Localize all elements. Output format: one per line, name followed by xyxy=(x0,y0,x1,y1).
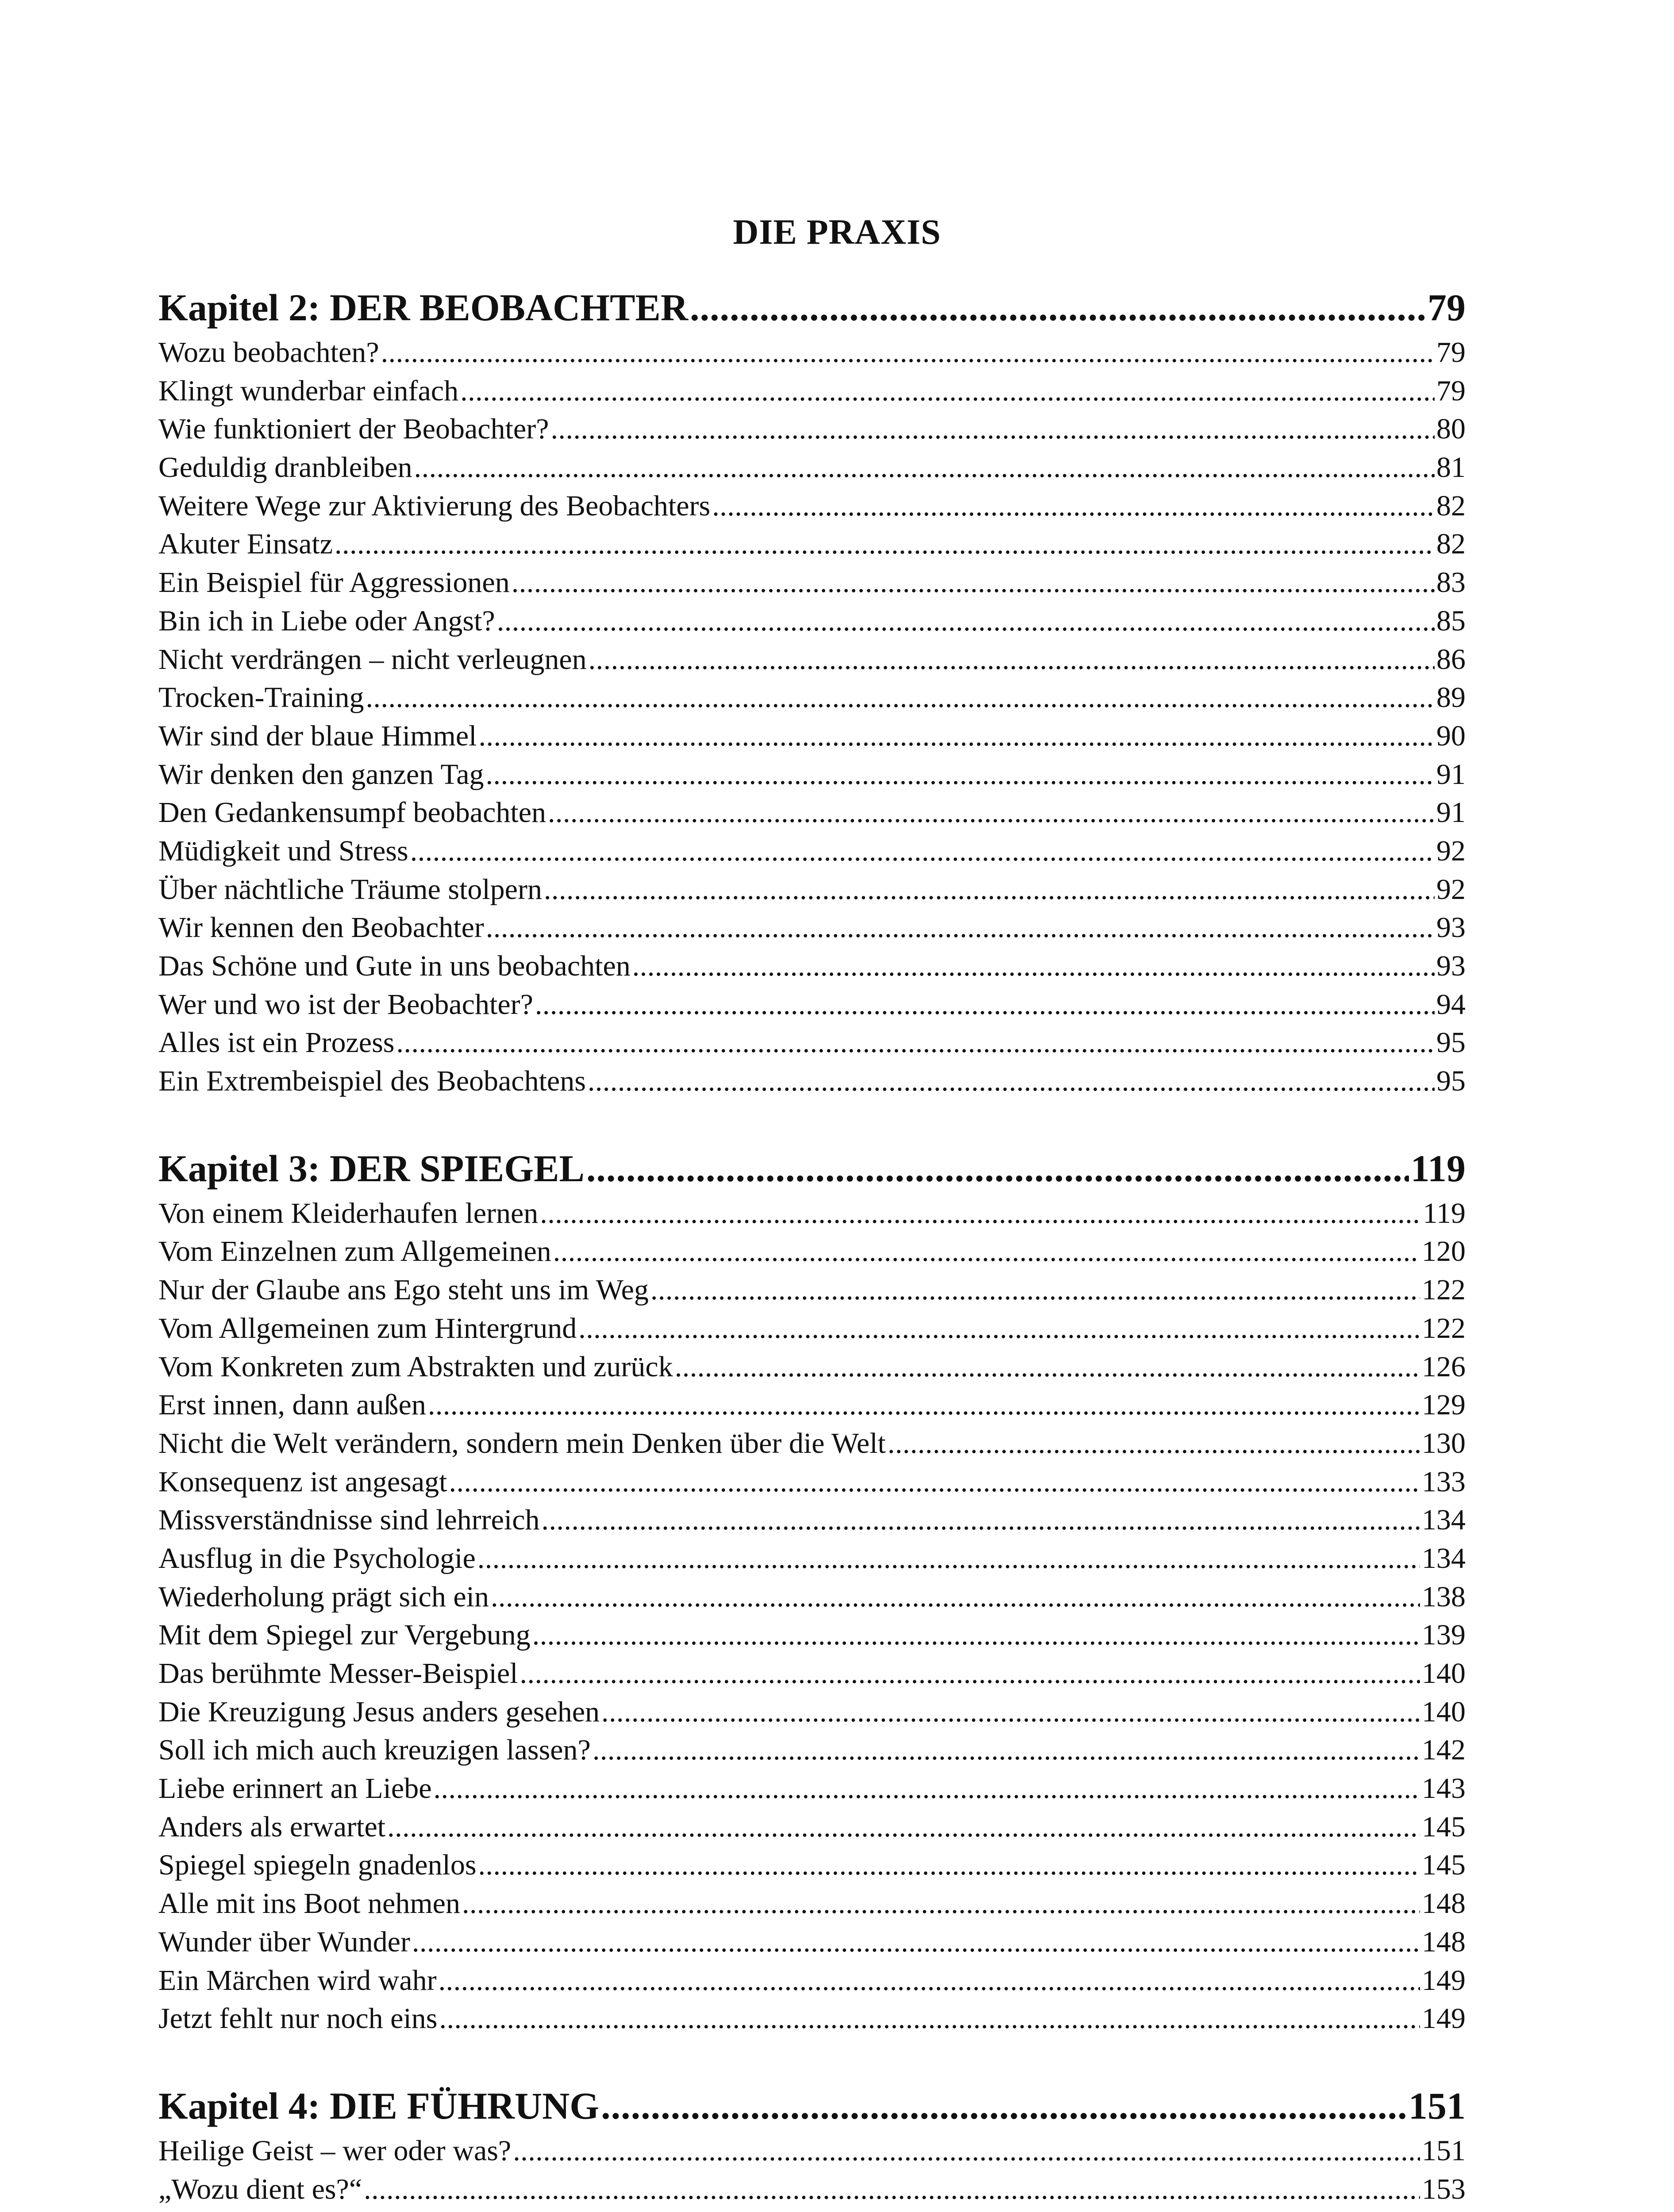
toc-entry xyxy=(158,2208,1466,2212)
toc-entry-page-number: 80 xyxy=(1436,413,1466,445)
toc-entry-title: Wir kennen den Beobachter xyxy=(158,911,484,944)
toc-entry-title: Vom Konkreten zum Abstrakten und zurück xyxy=(158,1350,673,1383)
toc-entry xyxy=(158,1846,1466,1885)
dot-leader xyxy=(675,1348,1420,1386)
toc-entry-page-number: 138 xyxy=(1422,1580,1466,1613)
toc-entry-title: Ein Extrembeispiel des Beobachtens xyxy=(158,1065,586,1098)
dot-leader xyxy=(542,1501,1420,1540)
dot-leader xyxy=(601,2081,1407,2130)
toc-entry xyxy=(158,410,1466,449)
toc-entry xyxy=(158,1693,1466,1732)
toc-entry xyxy=(158,1310,1466,1348)
dot-leader xyxy=(439,1962,1420,2000)
chapter-title: Kapitel 3: DER SPIEGEL xyxy=(158,1147,585,1190)
toc-entry xyxy=(158,1194,1466,1233)
toc-entry-page-number: 139 xyxy=(1422,1619,1466,1651)
dot-leader xyxy=(412,1923,1420,1962)
toc-entry-page-number: 143 xyxy=(1422,1772,1466,1805)
toc-entry-title: Weitere Wege zur Aktivierung des Beobachters xyxy=(158,489,711,522)
dot-leader xyxy=(578,1310,1420,1348)
toc-entry-title: Geduldig dranbleiben xyxy=(158,451,412,484)
dot-leader xyxy=(513,2132,1420,2170)
toc-entry xyxy=(158,641,1466,679)
toc-entry-page-number: 83 xyxy=(1436,566,1466,599)
toc-entry-page-number xyxy=(1420,2208,1466,2212)
toc-entry xyxy=(158,334,1466,372)
toc-entry-title: Nur der Glaube ans Ego steht uns im Weg xyxy=(158,1274,649,1306)
dot-leader xyxy=(439,2000,1420,2038)
toc-entry xyxy=(158,2132,1466,2170)
toc-entry-title: Nicht die Welt verändern, sondern mein Denken über die Welt xyxy=(158,1427,886,1459)
table-of-contents xyxy=(158,283,1466,2212)
toc-entry-title: Wir sind der blaue Himmel xyxy=(158,719,477,752)
dot-leader xyxy=(387,1808,1420,1847)
dot-leader xyxy=(540,1194,1421,1233)
dot-leader xyxy=(434,1770,1420,1808)
toc-entry xyxy=(158,1616,1466,1655)
toc-entry-title: Den Gedankensumpf beobachten xyxy=(158,796,546,829)
toc-entry-title: Liebe erinnert an Liebe xyxy=(158,1772,432,1805)
toc-entry-title: „Wozu dient es?“ xyxy=(158,2173,362,2205)
toc-entry xyxy=(158,1024,1466,1062)
toc-entry xyxy=(158,794,1466,832)
toc-entry xyxy=(158,871,1466,909)
dot-leader xyxy=(381,334,1435,372)
toc-entry-title: Ein Beispiel für Aggressionen xyxy=(158,566,510,599)
dot-leader xyxy=(478,1846,1420,1885)
toc-entry xyxy=(158,756,1466,794)
toc-entry-page-number: 126 xyxy=(1422,1350,1466,1383)
toc-entry xyxy=(158,1271,1466,1310)
toc-entry-page-number: 120 xyxy=(1422,1235,1466,1268)
toc-entry xyxy=(158,1540,1466,1578)
dot-leader xyxy=(535,986,1435,1024)
dot-leader xyxy=(550,410,1435,449)
toc-entry-page-number: 145 xyxy=(1422,1810,1466,1843)
toc-entry xyxy=(158,1808,1466,1847)
toc-entry-title: Wiederholung prägt sich ein xyxy=(158,1580,489,1613)
toc-entry xyxy=(158,679,1466,717)
toc-entry xyxy=(158,2000,1466,2038)
toc-entry-title: Erst innen, dann außen xyxy=(158,1389,426,1421)
toc-entry xyxy=(158,717,1466,756)
toc-entry xyxy=(158,1233,1466,1271)
toc-entry-page-number: 92 xyxy=(1436,834,1466,867)
dot-leader xyxy=(462,1885,1420,1923)
toc-entry-page-number: 79 xyxy=(1436,336,1466,369)
dot-leader xyxy=(589,641,1435,679)
toc-entry-page-number: 145 xyxy=(1422,1849,1466,1882)
dot-leader xyxy=(548,794,1435,832)
dot-leader xyxy=(460,2208,1420,2212)
toc-entry xyxy=(158,602,1466,641)
toc-entry-page-number: 122 xyxy=(1422,1312,1466,1344)
toc-entry-page-number: 91 xyxy=(1436,758,1466,791)
dot-leader xyxy=(553,1233,1420,1271)
dot-leader xyxy=(601,1693,1420,1732)
toc-entry-page-number: 92 xyxy=(1436,873,1466,906)
toc-entry-page-number: 134 xyxy=(1422,1542,1466,1575)
toc-entry-page-number: 142 xyxy=(1422,1734,1466,1767)
toc-entry-page-number: 85 xyxy=(1436,604,1466,637)
dot-leader xyxy=(712,487,1435,526)
toc-entry-title: Anders als erwartet xyxy=(158,1810,386,1843)
toc-entry-page-number: 134 xyxy=(1422,1504,1466,1536)
toc-entry-title: Heilige Geist – wer oder was? xyxy=(158,2134,512,2167)
toc-entry xyxy=(158,1062,1466,1101)
toc-entry-page-number: 133 xyxy=(1422,1465,1466,1498)
toc-entry-page-number: 81 xyxy=(1436,451,1466,484)
toc-entry xyxy=(158,1923,1466,1962)
toc-entry xyxy=(158,564,1466,602)
toc-entry-page-number: 119 xyxy=(1423,1197,1466,1229)
dot-leader xyxy=(586,1144,1409,1193)
toc-entry-page-number: 79 xyxy=(1436,374,1466,407)
toc-entry-page-number: 122 xyxy=(1422,1274,1466,1306)
toc-entry xyxy=(158,525,1466,564)
toc-entry xyxy=(158,832,1466,871)
toc-entry-title: Trocken-Training xyxy=(158,681,364,714)
chapter-heading-row xyxy=(158,1144,1466,1193)
toc-entry-title: Konsequenz ist angesagt xyxy=(158,1465,447,1498)
toc-chapter xyxy=(158,283,1466,1101)
toc-entry-page-number: 91 xyxy=(1436,796,1466,829)
toc-entry xyxy=(158,909,1466,947)
dot-leader xyxy=(366,679,1435,717)
toc-entry-title: Mit dem Spiegel zur Vergebung xyxy=(158,1619,531,1651)
dot-leader xyxy=(449,1463,1420,1502)
toc-entry xyxy=(158,1348,1466,1386)
dot-leader xyxy=(512,564,1435,602)
dot-leader xyxy=(486,909,1435,947)
toc-entry xyxy=(158,2170,1466,2209)
toc-entry-title: Spiegel spiegeln gnadenlos xyxy=(158,1849,477,1882)
toc-entry-title: Wir denken den ganzen Tag xyxy=(158,758,484,791)
toc-entry-page-number: 82 xyxy=(1436,489,1466,522)
toc-chapter xyxy=(158,1144,1466,2038)
toc-entry-page-number: 148 xyxy=(1422,1925,1466,1958)
toc-entry-title: Vom Allgemeinen zum Hintergrund xyxy=(158,1312,577,1344)
toc-entry xyxy=(158,947,1466,986)
toc-entry-page-number: 140 xyxy=(1422,1657,1466,1690)
toc-entry-page-number: 148 xyxy=(1422,1887,1466,1920)
dot-leader xyxy=(593,1731,1420,1770)
toc-entry-title: Missverständnisse sind lehrreich xyxy=(158,1504,540,1536)
toc-entry-page-number: 130 xyxy=(1422,1427,1466,1459)
section-heading: DIE PRAXIS xyxy=(733,213,941,252)
dot-leader xyxy=(335,525,1435,564)
dot-leader xyxy=(544,871,1435,909)
toc-entry-page-number: 151 xyxy=(1422,2134,1466,2167)
toc-entry-title: Wunder über Wunder xyxy=(158,1925,410,1958)
dot-leader xyxy=(410,832,1435,871)
toc-entry-page-number: 93 xyxy=(1436,911,1466,944)
toc-entry-page-number: 82 xyxy=(1436,528,1466,561)
toc-entry-title xyxy=(158,2208,460,2212)
toc-entry-title: Ausflug in die Psychologie xyxy=(158,1542,476,1575)
toc-entry xyxy=(158,487,1466,526)
toc-entry-title: Soll ich mich auch kreuzigen lassen? xyxy=(158,1734,591,1767)
dot-leader xyxy=(888,1425,1420,1463)
dot-leader xyxy=(486,756,1435,794)
toc-entry-page-number: 90 xyxy=(1436,719,1466,752)
toc-entry-title: Das berühmte Messer-Beispiel xyxy=(158,1657,518,1690)
toc-entry-page-number: 94 xyxy=(1436,988,1466,1021)
toc-entry xyxy=(158,1770,1466,1808)
dot-leader xyxy=(414,449,1435,487)
toc-entry-page-number: 89 xyxy=(1436,681,1466,714)
chapter-heading-row xyxy=(158,283,1466,332)
toc-entry-title: Wozu beobachten? xyxy=(158,336,379,369)
dot-leader xyxy=(460,372,1435,411)
toc-entry xyxy=(158,372,1466,411)
chapter-page-number: 119 xyxy=(1410,1147,1466,1190)
chapter-heading-row xyxy=(158,2081,1466,2130)
dot-leader xyxy=(520,1655,1420,1693)
dot-leader xyxy=(650,1271,1420,1310)
toc-entry xyxy=(158,1885,1466,1923)
toc-entry-page-number: 149 xyxy=(1422,1964,1466,1997)
dot-leader xyxy=(364,2170,1420,2209)
toc-entry-page-number: 153 xyxy=(1422,2173,1466,2205)
toc-entry xyxy=(158,1578,1466,1617)
dot-leader xyxy=(477,1540,1420,1578)
dot-leader xyxy=(428,1386,1420,1425)
toc-entry-title: Klingt wunderbar einfach xyxy=(158,374,459,407)
toc-entry-page-number: 95 xyxy=(1436,1026,1466,1059)
toc-entry-title: Wer und wo ist der Beobachter? xyxy=(158,988,533,1021)
toc-entry-title: Bin ich in Liebe oder Angst? xyxy=(158,604,495,637)
dot-leader xyxy=(479,717,1435,756)
toc-entry-page-number: 149 xyxy=(1422,2002,1466,2035)
toc-entry-title: Die Kreuzigung Jesus anders gesehen xyxy=(158,1695,600,1728)
toc-entry xyxy=(158,1655,1466,1693)
toc-chapter xyxy=(158,2081,1466,2212)
dot-leader xyxy=(588,1062,1435,1101)
toc-entry xyxy=(158,986,1466,1024)
dot-leader xyxy=(632,947,1435,986)
toc-entry-title: Über nächtliche Träume stolpern xyxy=(158,873,542,906)
toc-entry-page-number: 140 xyxy=(1422,1695,1466,1728)
chapter-title: Kapitel 2: DER BEOBACHTER xyxy=(158,286,688,329)
toc-entry-title: Vom Einzelnen zum Allgemeinen xyxy=(158,1235,551,1268)
chapter-page-number: 79 xyxy=(1428,286,1466,329)
toc-entry-title: Von einem Kleiderhaufen lernen xyxy=(158,1197,539,1229)
toc-entry-title: Wie funktioniert der Beobachter? xyxy=(158,413,549,445)
toc-entry-title: Ein Märchen wird wahr xyxy=(158,1964,437,1997)
toc-entry xyxy=(158,1386,1466,1425)
chapter-title: Kapitel 4: DIE FÜHRUNG xyxy=(158,2084,600,2127)
toc-entry-page-number: 86 xyxy=(1436,643,1466,676)
dot-leader xyxy=(532,1616,1420,1655)
toc-entry-title: Alles ist ein Prozess xyxy=(158,1026,395,1059)
toc-entry xyxy=(158,1731,1466,1770)
dot-leader xyxy=(497,602,1435,641)
toc-entry-title: Alle mit ins Boot nehmen xyxy=(158,1887,460,1920)
dot-leader xyxy=(690,283,1426,332)
toc-entry-title: Nicht verdrängen – nicht verleugnen xyxy=(158,643,587,676)
toc-entry-title: Akuter Einsatz xyxy=(158,528,333,561)
dot-leader xyxy=(396,1024,1435,1062)
toc-entry-page-number: 95 xyxy=(1436,1065,1466,1098)
toc-entry xyxy=(158,1962,1466,2000)
toc-entry-title: Jetzt fehlt nur noch eins xyxy=(158,2002,438,2035)
toc-entry-page-number: 129 xyxy=(1422,1389,1466,1421)
toc-entry xyxy=(158,449,1466,487)
toc-entry xyxy=(158,1501,1466,1540)
dot-leader xyxy=(491,1578,1420,1617)
chapter-page-number: 151 xyxy=(1408,2084,1466,2127)
toc-entry xyxy=(158,1463,1466,1502)
toc-entry xyxy=(158,1425,1466,1463)
toc-entry-page-number: 93 xyxy=(1436,950,1466,982)
toc-entry-title: Das Schöne und Gute in uns beobachten xyxy=(158,950,631,982)
toc-entry-title: Müdigkeit und Stress xyxy=(158,834,408,867)
